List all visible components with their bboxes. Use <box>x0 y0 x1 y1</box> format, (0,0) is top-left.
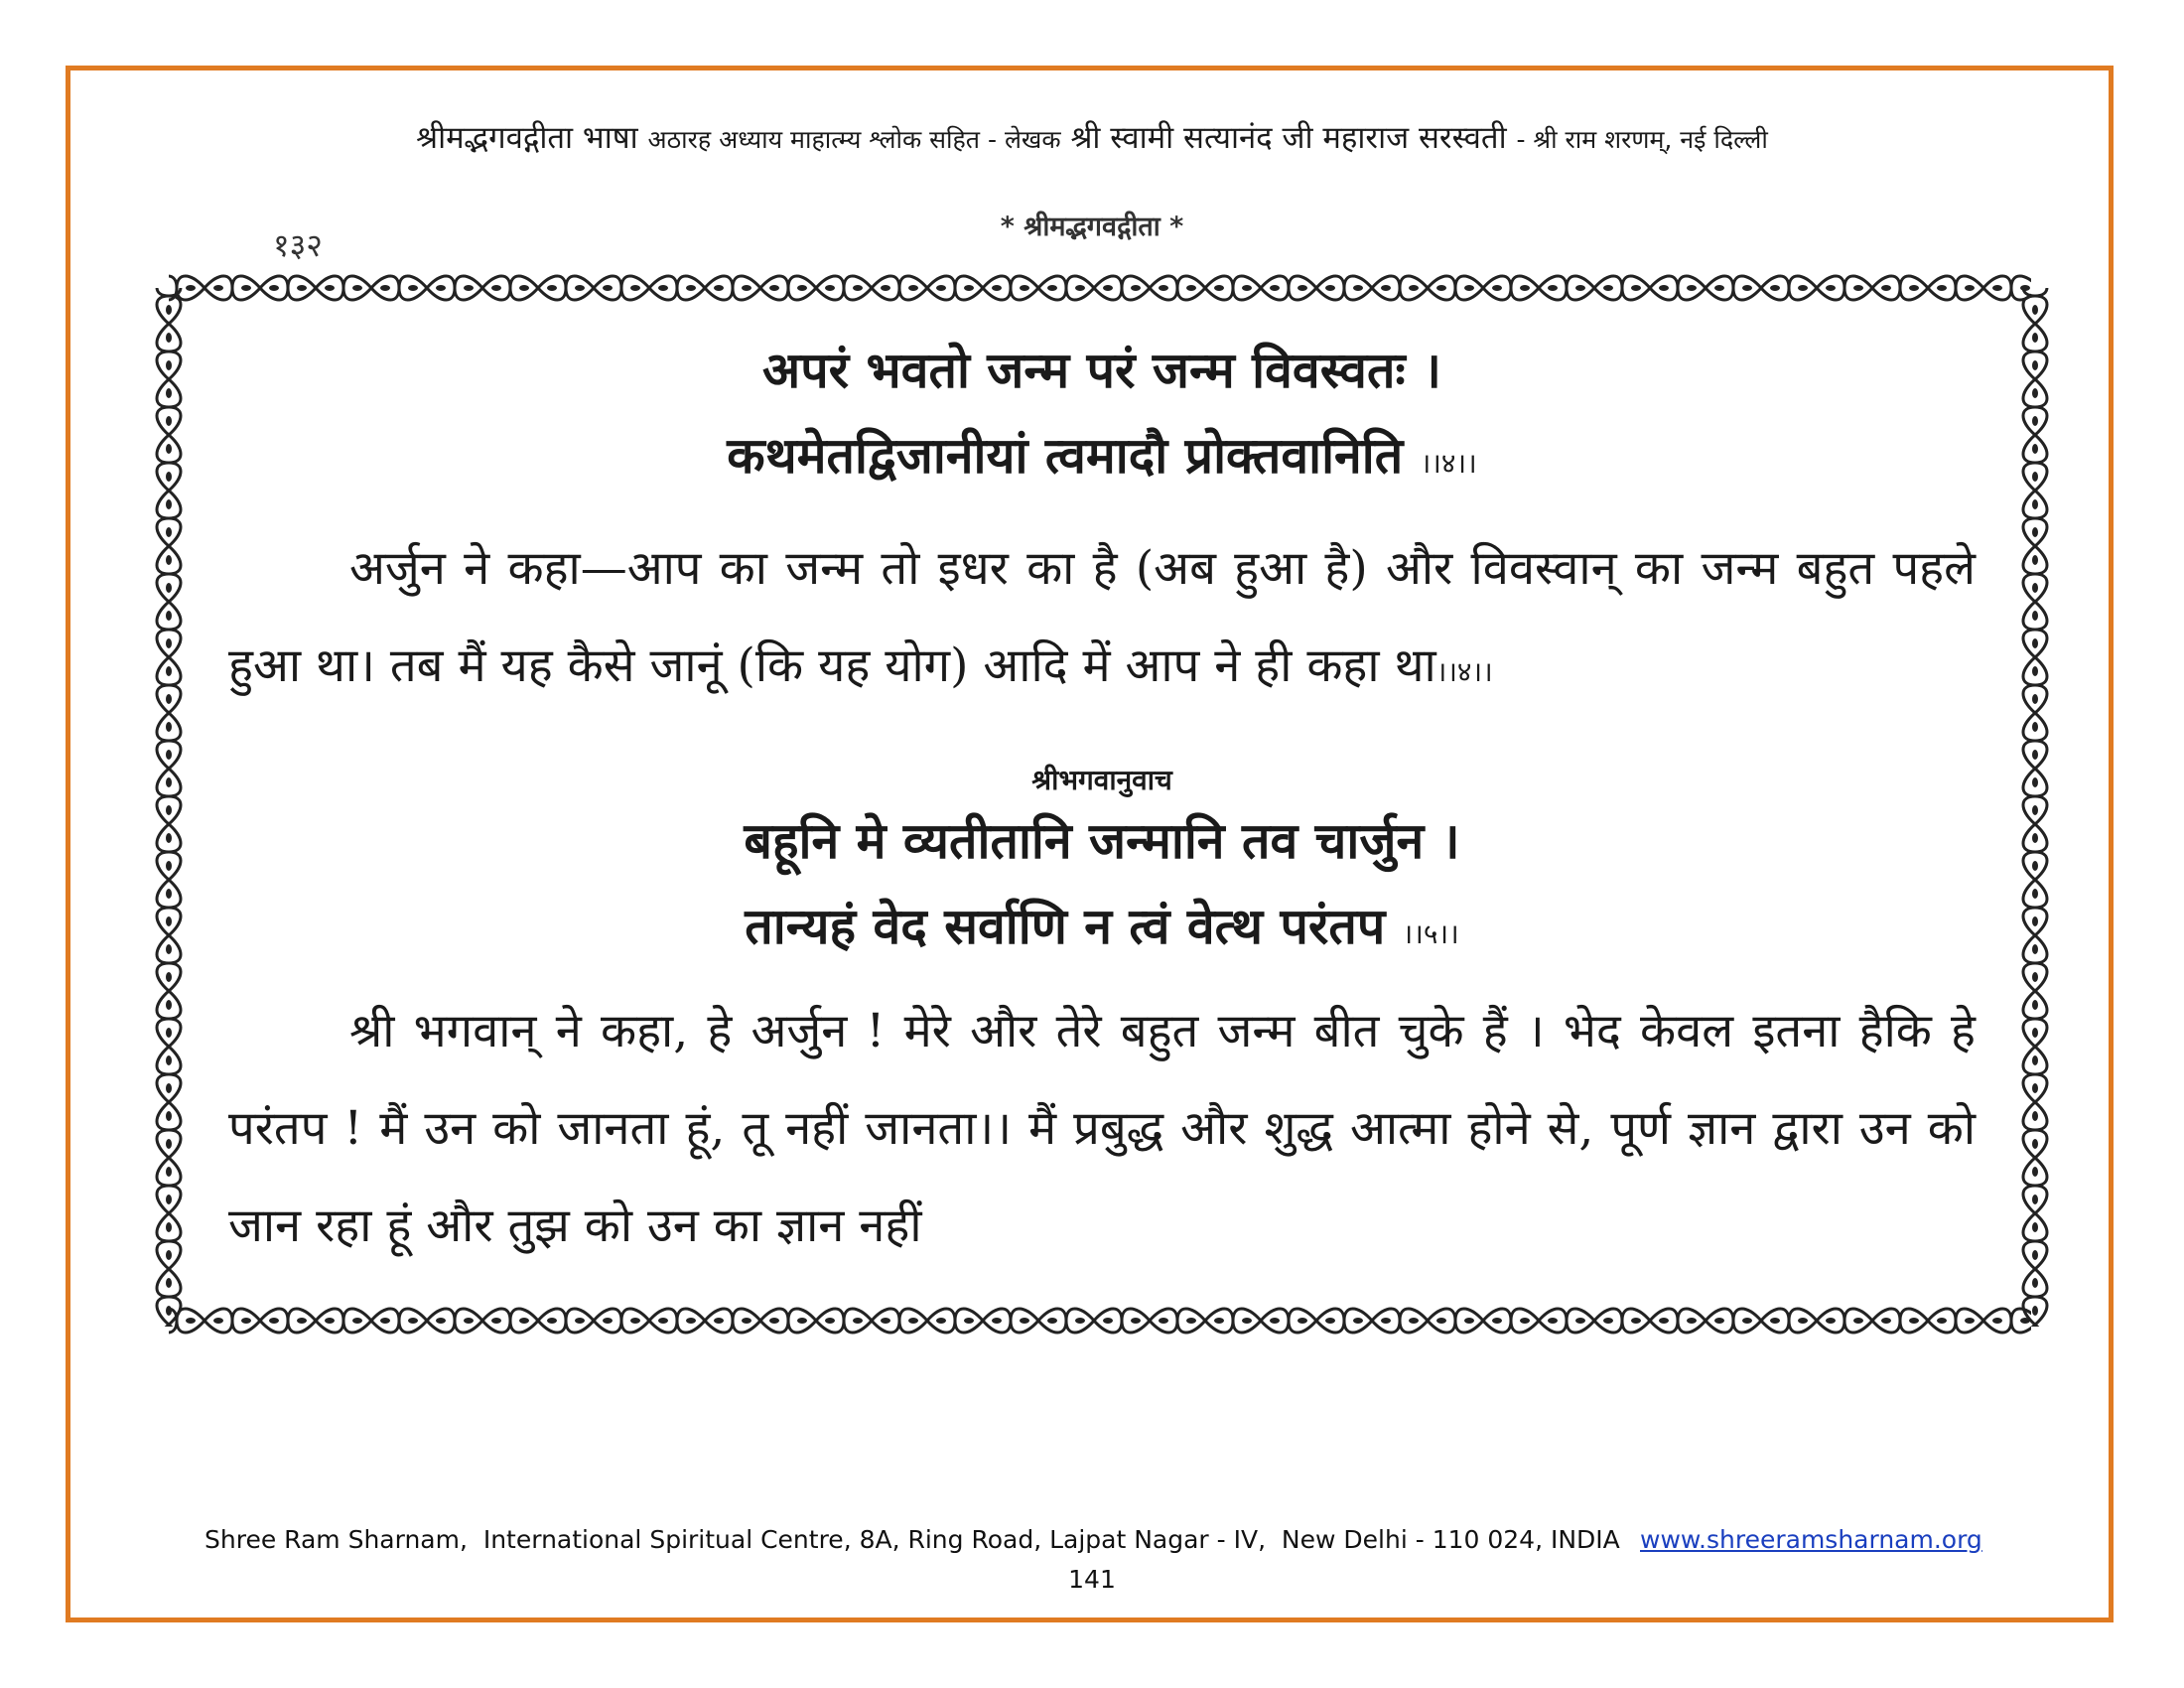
footer-address: Shree Ram Sharnam, International Spiritual Centre, 8A, Ring Road, Lajpat Nagar - IV, New Delhi - 110 024, INDIA <box>205 1525 1620 1554</box>
header-title: श्रीमद्भगवद्गीता भाषा <box>416 120 638 156</box>
verse-4-line-2 <box>228 413 1976 506</box>
verse-4-line-2-text: कथमेतद्विजानीयां त्वमादौ प्रोक्तवानिति <box>727 426 1404 485</box>
scan-running-head: * श्रीमद्भगवद्गीता * <box>1000 211 1184 242</box>
verse-5-mark: ।।५।। <box>1402 917 1459 950</box>
footer-page-number: 141 <box>1068 1565 1116 1594</box>
translation-5: श्री भगवान् ने कहा, हे अर्जुन ! मेरे और तेरे बहुत जन्म बीत चुके हैं । भेद केवल इतना हैकि हे परंतप ! मैं उन को जानता हूं, तू नहीं जानता।। मैं प्रबुद्ध और शुद्ध आत्मा होने से, पूर्ण ज्ञान द्वारा उन को जान रहा हूं और तुझ को उन का ज्ञान नहीं <box>228 1004 1976 1253</box>
page-header <box>0 116 2184 158</box>
header-subtitle: अठारह अध्याय माहात्म्य श्लोक सहित - लेखक <box>647 125 1061 154</box>
translation-4-text: अर्जुन ने कहा—आप का जन्म तो इधर का है (अब हुआ है) और विवस्वान् का जन्म बहुत पहले हुआ था। तब मैं यह कैसे जानूं (कि यह योग) आदि में आप ने ही कहा था <box>228 541 1976 693</box>
verse-4-mark: ।।४।। <box>1420 447 1477 480</box>
verse-5-line-2-text: तान्यहं वेद सर्वाणि न त्वं वेत्थ परंतप <box>745 897 1386 955</box>
footer-website-link[interactable]: www.shreeramsharnam.org <box>1640 1525 1982 1554</box>
verse-5-line-1: बहूनि मे व्यतीतानि जन्मानि तव चार्जुन । <box>744 811 1460 870</box>
translation-4-mark: ।।४।। <box>1435 655 1493 688</box>
header-author: श्री स्वामी सत्यानंद जी महाराज सरस्वती <box>1070 120 1507 156</box>
border-left <box>149 288 189 1327</box>
verse-5-line-2 <box>228 884 1976 977</box>
scripture-page <box>228 328 1976 1321</box>
verse-4-line-1: अपरं भवतो जन्म परं जन्म विवस्वतः । <box>762 341 1441 399</box>
header-publisher: - श्री राम शरणम्, नई दिल्ली <box>1516 125 1768 154</box>
border-right <box>2011 288 2051 1327</box>
translation-4 <box>228 520 1976 721</box>
border-top <box>169 268 2031 308</box>
scan-page-number: १३२ <box>273 226 323 264</box>
speaker-heading: श्रीभगवानुवाच <box>1031 764 1172 796</box>
